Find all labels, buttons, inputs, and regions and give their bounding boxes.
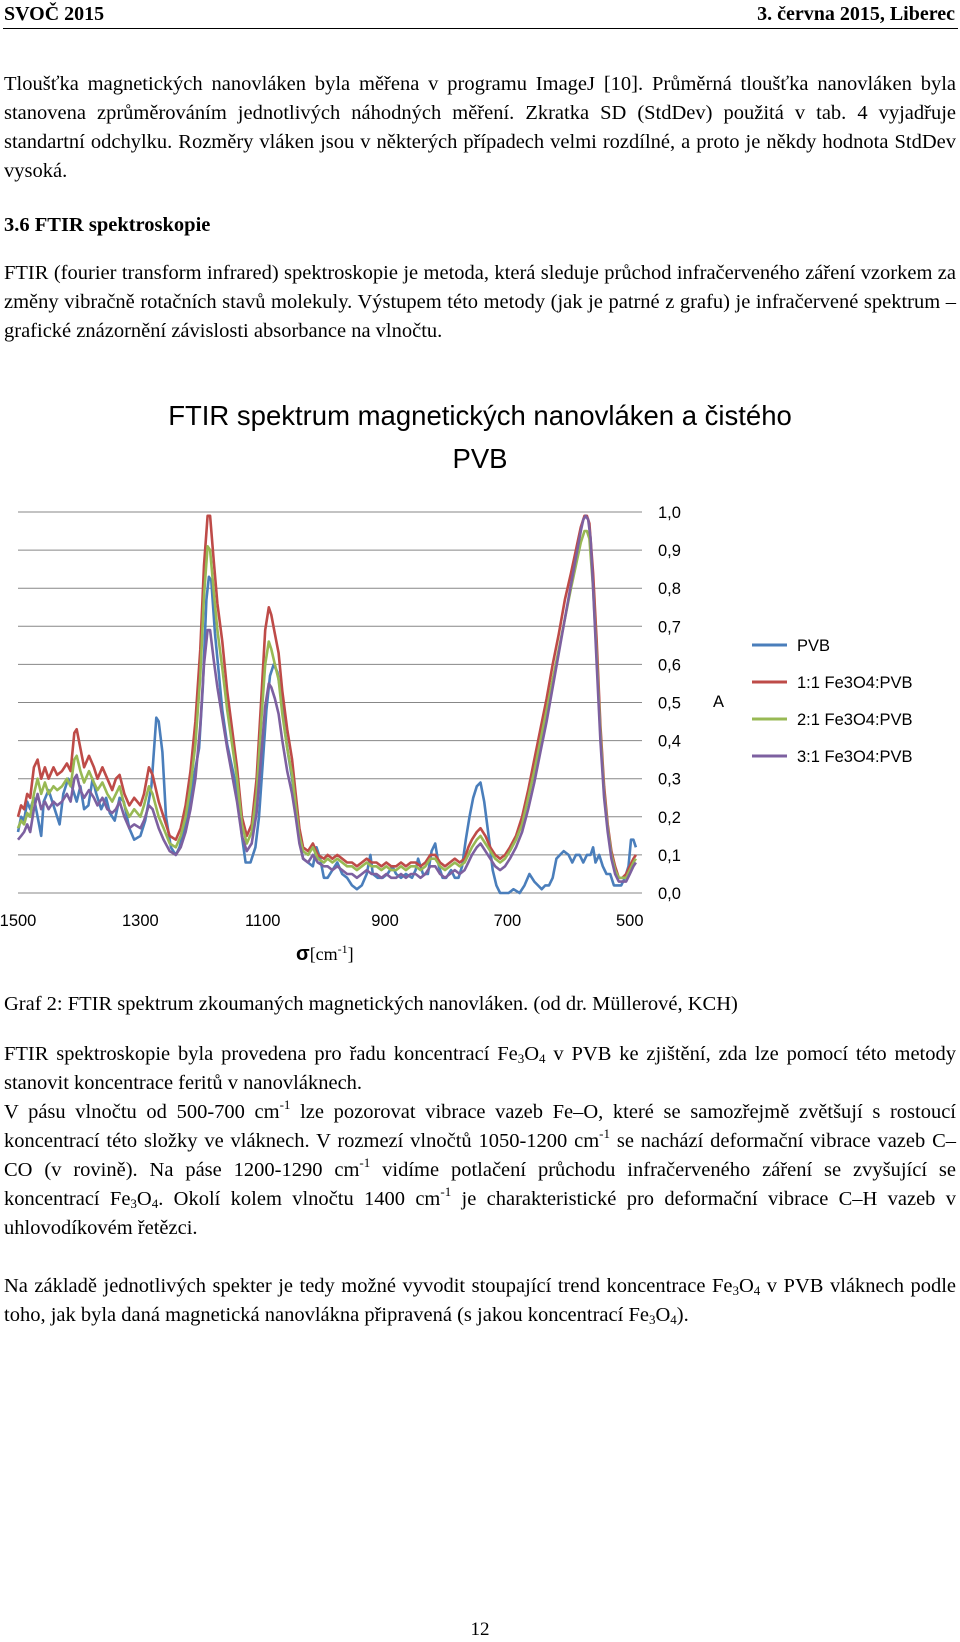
y-tick-label: 0,8: [658, 580, 681, 599]
x-tick-label: 500: [615, 912, 644, 930]
chart-title-line2: PVB: [452, 443, 508, 474]
y-axis-tick-labels: [658, 504, 681, 903]
y-tick-label: 0,4: [658, 732, 681, 751]
y-tick-label: 1,0: [658, 504, 681, 522]
header-date-place: 3. června 2015, Liberec: [757, 3, 955, 25]
y-tick-label: 0,3: [658, 770, 681, 789]
x-tick-label: 1300: [121, 912, 159, 930]
legend-entry: PVB: [797, 637, 831, 655]
paragraph-conclusion: Na základě jednotlivých spekter je tedy možné vyvodit stoupající trend koncentrace $Fe_3O_4$ v PVB vláknech podle toho, jak byla daná magnetická nanovlákna připravená (s jakou koncentrací $Fe_3O_4$).: [4, 1275, 956, 1327]
series-line: [18, 516, 636, 882]
y-tick-label: 0,0: [658, 885, 681, 903]
x-tick-label: 900: [371, 912, 399, 930]
series-line: [18, 531, 636, 878]
x-axis-tick-labels: [0, 912, 644, 930]
chart-title-line1: FTIR spektrum magnetických nanovláken a čistého: [168, 400, 792, 431]
header-conference: SVOČ 2015: [4, 3, 105, 25]
x-tick-label: 1500: [0, 912, 37, 930]
y-tick-label: 0,9: [658, 542, 681, 561]
legend-entry: 1:1 Fe3O4:PVB: [797, 674, 913, 692]
legend-entry: 3:1 Fe3O4:PVB: [797, 748, 913, 766]
y-tick-label: 0,7: [658, 618, 681, 637]
legend-entry: 2:1 Fe3O4:PVB: [797, 711, 913, 729]
page-number: 12: [470, 1619, 490, 1640]
paragraph-fiber-thickness: Tloušťka magnetických nanovláken byla měřena v programu ImageJ [10]. Průměrná tloušťka nanovláken byla stanovena zprůměrováním jednotlivých náhodných měření. Zkratka SD (StdDev) použitá v tab. 4 vyjadřuje standartní odchylku. Rozměry vláken jsou v některých případech velmi rozdílné, a proto je někdy hodnota StdDev vysoká.: [4, 73, 956, 182]
chart-legend: [752, 637, 913, 766]
paragraph-ftir-intro: FTIR (fourier transform infrared) spektroskopie je metoda, která sleduje průchod infračerveného záření vzorkem za změny vibračně rotačních stavů molekuly. Výstupem této metody (jak je patrné z grafu) je infračervené spektrum – grafické znázornění závislosti absorbance na vlnočtu.: [4, 262, 956, 342]
x-tick-label: 1100: [244, 912, 281, 930]
series-line: [18, 516, 636, 878]
chart-caption: Graf 2: FTIR spektrum zkoumaných magnetických nanovláken. (od dr. Müllerové, KCH): [4, 993, 738, 1015]
x-axis-label: $\sigma[cm^{-1}]$: [296, 942, 354, 965]
y-tick-label: 0,2: [658, 808, 681, 827]
series-lines: [18, 516, 636, 893]
paragraph-ftir-concentration: FTIR spektroskopie byla provedena pro řadu koncentrací $Fe_3O_4$ v PVB ke zjištění, zda lze pomocí této metody stanovit koncentrace feritů v nanovláknech.: [4, 1043, 957, 1094]
y-tick-label: 0,6: [658, 656, 681, 675]
y-tick-label: 0,1: [658, 846, 681, 865]
x-tick-label: 700: [493, 912, 522, 930]
paragraph-ftir-bands: V pásu vlnočtu od 500-700 $cm^{-1}$ lze pozorovat vibrace vazeb Fe–O, které se samozřejmě zvětšují s rostoucí koncentrací této složky ve vláknech. V rozmezí vlnočtů 1050-1200 $cm^{-1}$ se nachází deformační vibrace vazeb C–CO (v rovině). Na páse 1200-1290 $cm^{-1}$ vidíme potlačení průchodu infračerveného záření se zvyšující se koncentrací $Fe_3O_4$. Okolí kolem vlnočtu 1400 $cm^{-1}$ je charakteristické pro deformační vibrace C–H vazeb v uhlovodíkovém řetězci.: [4, 1097, 956, 1239]
y-axis-label: A: [713, 693, 725, 711]
y-tick-label: 0,5: [658, 694, 681, 713]
section-heading: 3.6 FTIR spektroskopie: [4, 214, 211, 236]
